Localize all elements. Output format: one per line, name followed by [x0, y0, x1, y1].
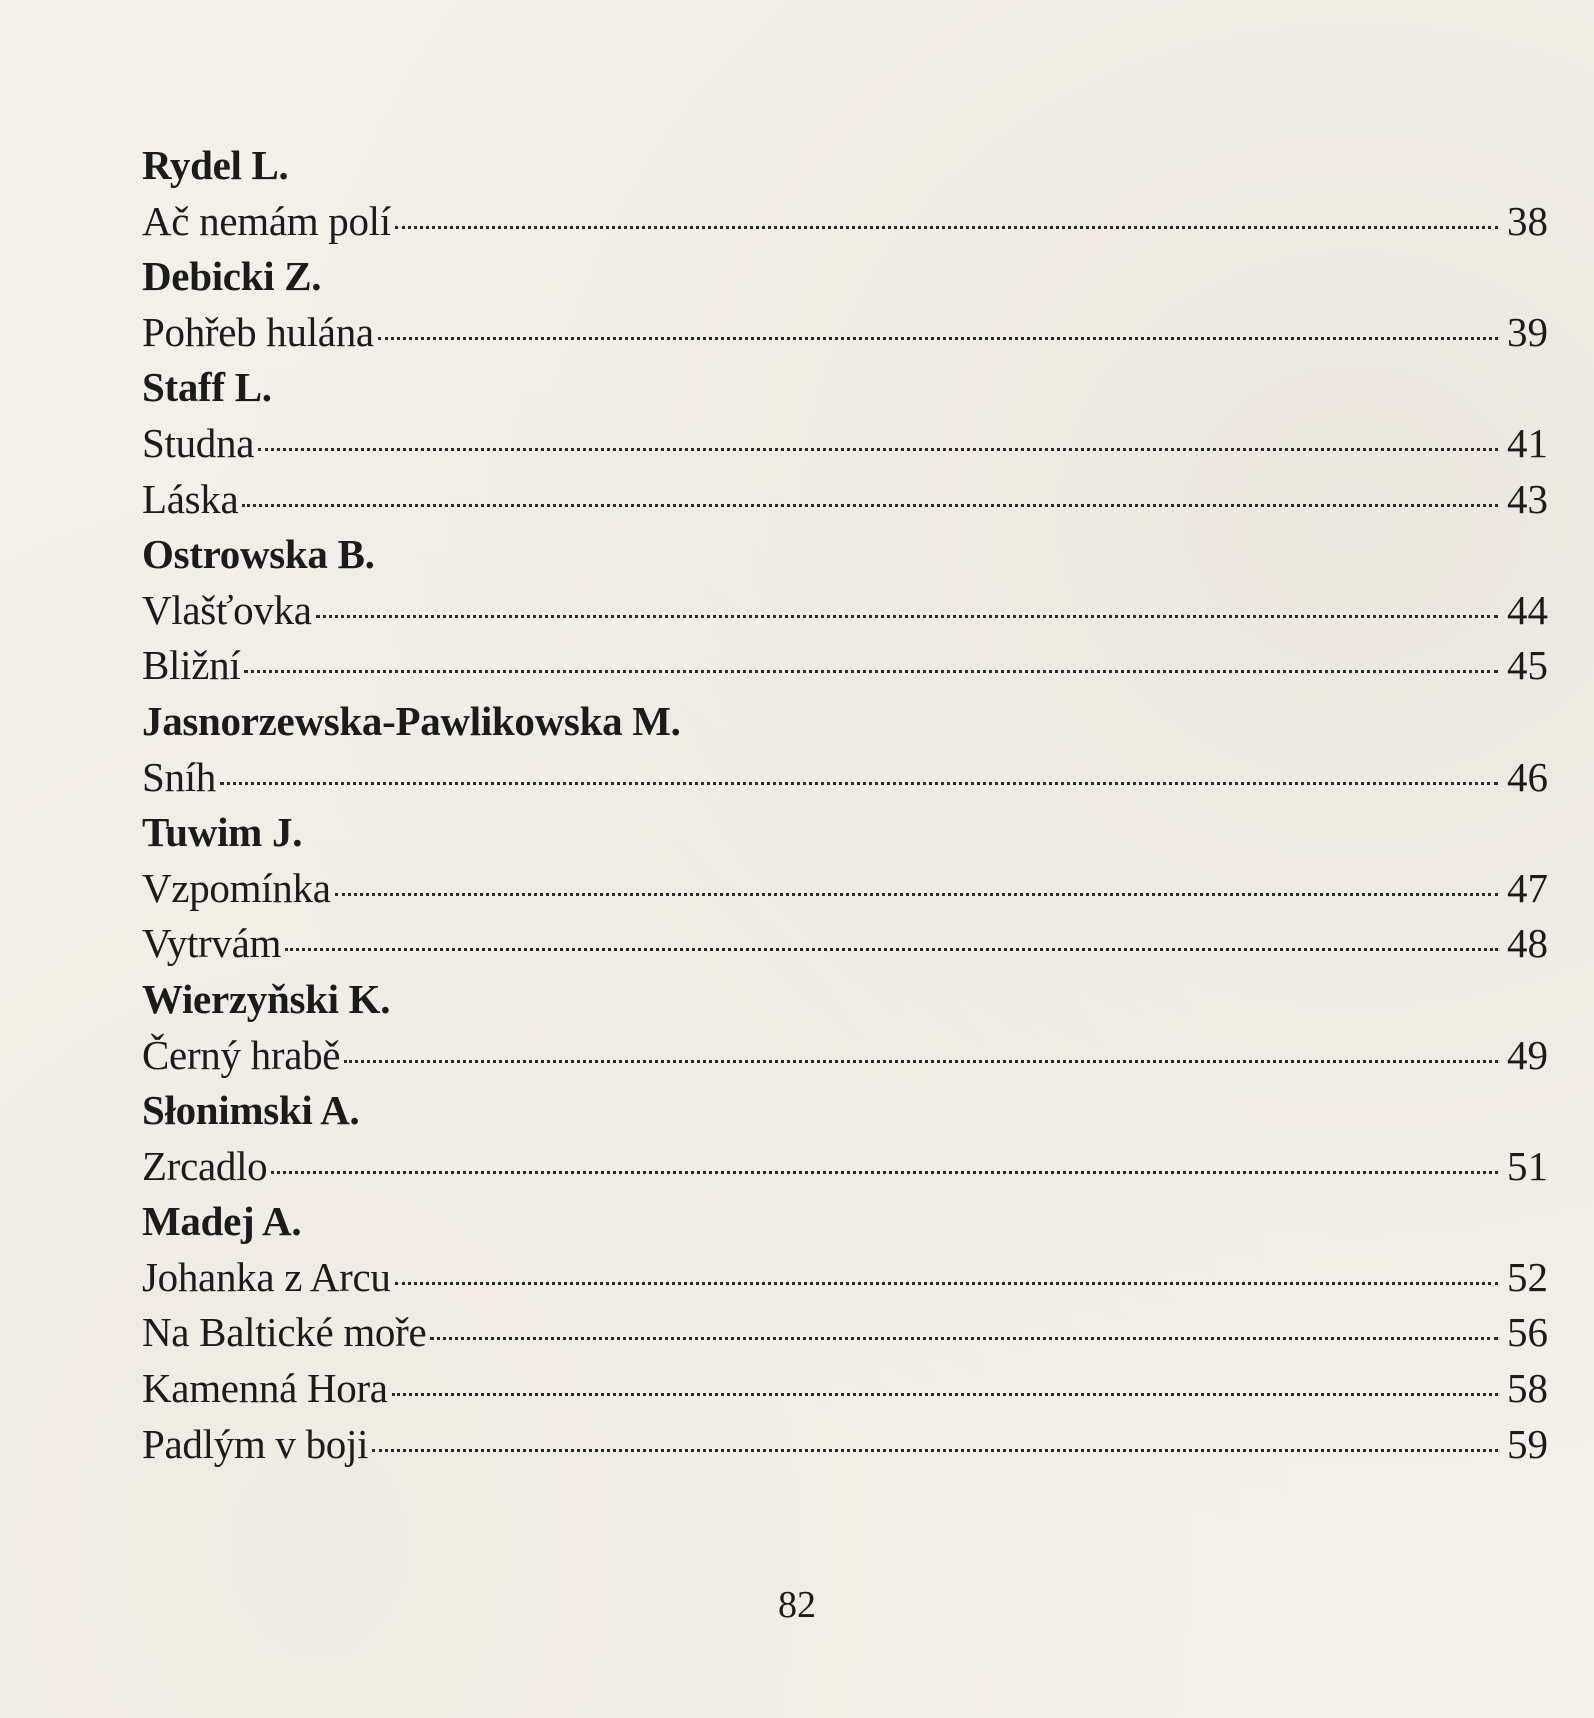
toc-entry-title: Padlým v boji [142, 1420, 369, 1467]
toc-entry [142, 1028, 1548, 1084]
toc-entry [142, 1250, 1548, 1306]
toc-entry-title: Johanka z Arcu [142, 1253, 391, 1300]
toc-entry-page: 43 [1507, 475, 1548, 522]
toc-entry-page: 52 [1507, 1253, 1548, 1300]
toc-entry-title: Na Baltické moře [142, 1309, 427, 1356]
toc-entry-title: Studna [142, 419, 255, 466]
toc-author-heading: Wierzyňski K. [142, 975, 391, 1022]
toc-entry [142, 1417, 1548, 1473]
toc-entry [142, 416, 1548, 472]
toc-entry [142, 583, 1548, 639]
toc-entry-page: 51 [1507, 1142, 1548, 1189]
toc-entry-page: 49 [1507, 1031, 1548, 1078]
dot-leader [271, 1171, 1498, 1174]
toc-entry [142, 1361, 1548, 1417]
toc-entry-page: 47 [1507, 864, 1548, 911]
toc-entry [142, 305, 1548, 361]
toc-author-heading: Słonimski A. [142, 1087, 360, 1134]
dot-leader [244, 670, 1498, 673]
dot-leader [395, 226, 1498, 229]
toc-entry [142, 1305, 1548, 1361]
toc-entry-title: Bližní [142, 642, 241, 689]
toc-entry-title: Kamenná Hora [142, 1365, 388, 1412]
dot-leader [335, 893, 1498, 896]
toc-entry [142, 194, 1548, 250]
toc-author-heading: Tuwim J. [142, 809, 303, 856]
toc-entry [142, 1139, 1548, 1195]
dot-leader [220, 782, 1498, 785]
toc-entry-title: Vytrvám [142, 920, 282, 967]
page-number: 82 [778, 1584, 816, 1626]
toc-author-heading: Rydel L. [142, 142, 289, 188]
dot-leader [258, 448, 1498, 451]
toc-entry [142, 861, 1548, 917]
toc-entry-title: Láska [142, 475, 239, 522]
dot-leader [372, 1449, 1498, 1452]
dot-leader [242, 504, 1498, 507]
dot-leader [430, 1337, 1498, 1340]
toc-entry-title: Zrcadlo [142, 1142, 268, 1189]
dot-leader [378, 337, 1498, 340]
toc-entry-page: 38 [1507, 197, 1548, 244]
dot-leader [344, 1060, 1498, 1063]
toc-author-heading: Madej A. [142, 1198, 302, 1245]
toc-entry-page: 59 [1507, 1420, 1548, 1467]
toc-entry [142, 916, 1548, 972]
toc-entry-page: 45 [1507, 642, 1548, 689]
toc-author-heading: Jasnorzewska-Pawlikowska M. [142, 697, 681, 744]
toc-entry-title: Vzpomínka [142, 864, 331, 911]
toc-entry-page: 58 [1507, 1365, 1548, 1412]
dot-leader [395, 1282, 1498, 1285]
toc-entry-page: 41 [1507, 419, 1548, 466]
dot-leader [392, 1393, 1498, 1396]
toc-entry-page: 39 [1507, 308, 1548, 355]
toc-entry [142, 750, 1548, 806]
toc-entry-title: Sníh [142, 753, 216, 800]
toc-author-heading: Staff L. [142, 364, 272, 411]
toc-entry-title: Pohřeb hulána [142, 308, 374, 355]
table-of-contents [142, 138, 1548, 1472]
toc-entry-title: Vlašťovka [142, 586, 312, 633]
dot-leader [316, 615, 1498, 618]
toc-entry [142, 472, 1548, 528]
toc-entry-title: Černý hrabě [142, 1031, 341, 1078]
toc-entry-page: 46 [1507, 753, 1548, 800]
toc-entry [142, 638, 1548, 694]
toc-entry-page: 48 [1507, 920, 1548, 967]
toc-entry-page: 56 [1507, 1309, 1548, 1356]
toc-author-heading: Ostrowska B. [142, 531, 375, 578]
toc-author-heading: Debicki Z. [142, 253, 322, 300]
toc-entry-page: 44 [1507, 586, 1548, 633]
dot-leader [285, 948, 1498, 951]
toc-entry-title: Ač nemám polí [142, 197, 391, 244]
